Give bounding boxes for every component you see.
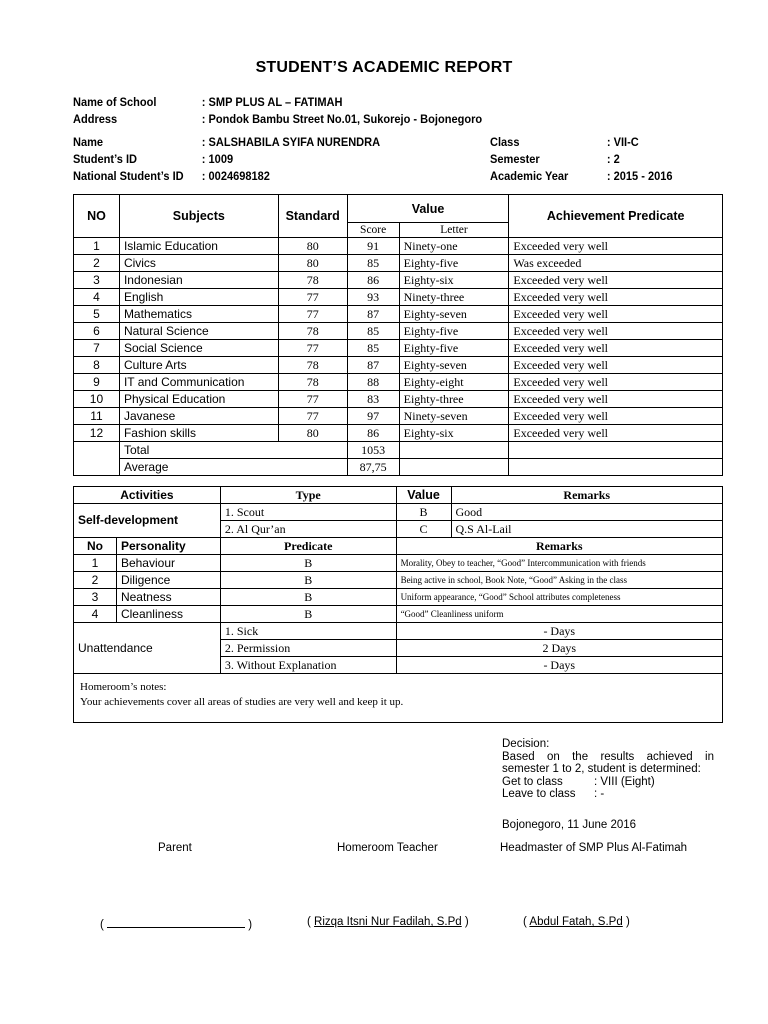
leave-to-class-label: Leave to class	[502, 788, 576, 800]
total-letter-empty	[399, 442, 509, 459]
attendance-type: 2. Permission	[220, 640, 396, 657]
grade-score: 83	[347, 391, 399, 408]
grades-header-row	[74, 195, 723, 223]
grade-letter: Ninety-one	[399, 238, 509, 255]
unattendance-label: Unattendance	[74, 623, 221, 674]
grade-subject: Social Science	[119, 340, 278, 357]
grade-predicate: Exceeded very well	[509, 391, 723, 408]
grade-score: 91	[347, 238, 399, 255]
personality-name: Neatness	[116, 589, 220, 606]
grade-no: 7	[74, 340, 120, 357]
grade-no: 6	[74, 323, 120, 340]
self-development-label: Self-development	[74, 504, 221, 538]
average-predicate-empty	[509, 459, 723, 476]
grade-letter: Eighty-five	[399, 323, 509, 340]
grade-score: 85	[347, 323, 399, 340]
grade-predicate: Exceeded very well	[509, 425, 723, 442]
average-spacer	[74, 459, 120, 476]
header-achievement-predicate: Achievement Predicate	[509, 195, 723, 238]
school-info	[73, 94, 482, 128]
grade-predicate: Exceeded very well	[509, 374, 723, 391]
personality-remarks: Morality, Obey to teacher, “Good” Intercommunication with friends	[396, 555, 722, 572]
grade-letter: Ninety-three	[399, 289, 509, 306]
grade-no: 11	[74, 408, 120, 425]
personality-name: Behaviour	[116, 555, 220, 572]
grade-standard: 80	[278, 255, 347, 272]
homeroom-notes	[74, 674, 723, 723]
grade-subject: English	[119, 289, 278, 306]
grade-row	[74, 238, 723, 255]
grade-predicate: Exceeded very well	[509, 323, 723, 340]
personality-remarks: Being active in school, Book Note, “Good” Asking in the class	[396, 572, 722, 589]
grade-subject: Culture Arts	[119, 357, 278, 374]
academic-year-label: Academic Year	[490, 169, 569, 183]
headmaster-name: Abdul Fatah, S.Pd	[529, 916, 623, 928]
personality-no: 3	[74, 589, 117, 606]
total-predicate-empty	[509, 442, 723, 459]
grade-row	[74, 391, 723, 408]
grade-row	[74, 255, 723, 272]
class-value: : VII-C	[606, 135, 639, 149]
grade-subject: Civics	[119, 255, 278, 272]
personality-row	[74, 606, 723, 623]
header-personality-remarks: Remarks	[396, 538, 722, 555]
grade-no: 2	[74, 255, 120, 272]
personality-no: 4	[74, 606, 117, 623]
activity-value: B	[396, 504, 451, 521]
grade-standard: 78	[278, 272, 347, 289]
grade-row	[74, 425, 723, 442]
grade-no: 8	[74, 357, 120, 374]
grade-score: 88	[347, 374, 399, 391]
student-id-value: : 1009	[201, 152, 234, 166]
parent-signature	[100, 916, 252, 931]
report-title: STUDENT’S ACADEMIC REPORT	[255, 59, 513, 76]
grade-standard: 77	[278, 391, 347, 408]
teacher-name: Rizqa Itsni Nur Fadilah, S.Pd	[314, 916, 462, 928]
header-letter: Letter	[399, 223, 509, 238]
grade-row	[74, 340, 723, 357]
grade-predicate: Exceeded very well	[509, 408, 723, 425]
average-row	[74, 459, 723, 476]
get-to-class-value: : VIII (Eight)	[594, 775, 655, 788]
personality-no: 2	[74, 572, 117, 589]
grade-score: 85	[347, 340, 399, 357]
notes-label: Homeroom’s notes:	[80, 681, 167, 693]
grade-subject: Islamic Education	[119, 238, 278, 255]
activity-type: 1. Scout	[220, 504, 396, 521]
student-name-value: : SALSHABILA SYIFA NURENDRA	[201, 135, 381, 149]
grade-row	[74, 374, 723, 391]
student-id-label: Student’s ID	[73, 152, 137, 166]
class-info	[490, 134, 673, 185]
school-address-label: Address	[73, 112, 118, 126]
average-letter-empty	[399, 459, 509, 476]
grade-score: 86	[347, 272, 399, 289]
average-value: 87,75	[347, 459, 399, 476]
school-name-value: : SMP PLUS AL – FATIMAH	[201, 95, 343, 109]
decision-line-1: Based on the results achieved in	[502, 750, 714, 763]
grade-standard: 77	[278, 306, 347, 323]
student-info	[73, 134, 380, 185]
notes-text: Your achievements cover all areas of studies are very well and keep it up.	[80, 696, 404, 708]
header-no: NO	[74, 195, 120, 238]
open-paren: (	[100, 919, 104, 931]
personality-name: Cleanliness	[116, 606, 220, 623]
grades-body	[74, 238, 723, 442]
total-row	[74, 442, 723, 459]
activities-header-row	[74, 487, 723, 504]
grade-standard: 77	[278, 408, 347, 425]
grade-subject: Indonesian	[119, 272, 278, 289]
teacher-signature	[307, 916, 469, 928]
personality-predicate: B	[220, 555, 396, 572]
grade-score: 93	[347, 289, 399, 306]
average-label: Average	[119, 459, 347, 476]
homeroom-notes-row	[74, 674, 723, 723]
header-value: Value	[347, 195, 509, 223]
header-type: Type	[220, 487, 396, 504]
grade-predicate: Exceeded very well	[509, 340, 723, 357]
grade-no: 12	[74, 425, 120, 442]
activity-remarks: Good	[451, 504, 722, 521]
grade-letter: Eighty-five	[399, 255, 509, 272]
grade-letter: Eighty-five	[399, 340, 509, 357]
grade-predicate: Was exceeded	[509, 255, 723, 272]
attendance-days: - Days	[396, 623, 722, 640]
grade-predicate: Exceeded very well	[509, 289, 723, 306]
close-paren: )	[625, 916, 630, 928]
attendance-type: 3. Without Explanation	[220, 657, 396, 674]
get-to-class-label: Get to class	[502, 775, 563, 788]
leave-to-class-value: : -	[594, 788, 605, 800]
grade-no: 1	[74, 238, 120, 255]
grade-letter: Eighty-three	[399, 391, 509, 408]
personality-predicate: B	[220, 606, 396, 623]
grades-table	[73, 194, 723, 476]
close-paren: )	[464, 916, 469, 928]
personality-row	[74, 589, 723, 606]
personality-no: 1	[74, 555, 117, 572]
grade-standard: 80	[278, 425, 347, 442]
personality-predicate: B	[220, 572, 396, 589]
decision-label: Decision:	[502, 738, 550, 750]
personality-remarks: Uniform appearance, “Good” School attributes completeness	[396, 589, 722, 606]
personality-predicate: B	[220, 589, 396, 606]
grade-standard: 78	[278, 357, 347, 374]
personality-header-row	[74, 538, 723, 555]
headmaster-label: Headmaster of SMP Plus Al-Fatimah	[500, 842, 688, 854]
personality-remarks: “Good” Cleanliness uniform	[396, 606, 722, 623]
total-value: 1053	[347, 442, 399, 459]
grade-letter: Eighty-seven	[399, 306, 509, 323]
parent-label: Parent	[158, 842, 192, 854]
header-personality: Personality	[116, 538, 220, 555]
total-spacer	[74, 442, 120, 459]
activities-table	[73, 486, 723, 723]
grade-predicate: Exceeded very well	[509, 357, 723, 374]
activity-type: 2. Al Qur’an	[220, 521, 396, 538]
grade-no: 3	[74, 272, 120, 289]
total-label: Total	[119, 442, 347, 459]
header-activities: Activities	[74, 487, 221, 504]
grade-standard: 78	[278, 374, 347, 391]
personality-row	[74, 572, 723, 589]
grade-predicate: Exceeded very well	[509, 306, 723, 323]
header-personality-predicate: Predicate	[220, 538, 396, 555]
grade-no: 4	[74, 289, 120, 306]
grade-predicate: Exceeded very well	[509, 272, 723, 289]
attendance-row	[74, 623, 723, 640]
attendance-type: 1. Sick	[220, 623, 396, 640]
grade-row	[74, 408, 723, 425]
grade-standard: 77	[278, 340, 347, 357]
header-personality-no: No	[74, 538, 117, 555]
signature-blank-line	[107, 916, 245, 928]
class-label: Class	[490, 135, 520, 149]
decision-block	[502, 738, 714, 801]
homeroom-teacher-label: Homeroom Teacher	[337, 842, 438, 854]
grade-predicate: Exceeded very well	[509, 238, 723, 255]
grade-subject: Natural Science	[119, 323, 278, 340]
grade-no: 10	[74, 391, 120, 408]
header-standard: Standard	[278, 195, 347, 238]
grade-subject: IT and Communication	[119, 374, 278, 391]
personality-row	[74, 555, 723, 572]
open-paren: (	[523, 916, 527, 928]
grade-letter: Eighty-seven	[399, 357, 509, 374]
grade-no: 5	[74, 306, 120, 323]
header-activity-value: Value	[396, 487, 451, 504]
grade-row	[74, 272, 723, 289]
grade-score: 85	[347, 255, 399, 272]
grade-score: 87	[347, 306, 399, 323]
grade-subject: Physical Education	[119, 391, 278, 408]
open-paren: (	[307, 916, 311, 928]
headmaster-signature	[523, 916, 630, 928]
grade-standard: 80	[278, 238, 347, 255]
grade-row	[74, 357, 723, 374]
grade-standard: 77	[278, 289, 347, 306]
grade-letter: Ninety-seven	[399, 408, 509, 425]
activity-remarks: Q.S Al-Lail	[451, 521, 722, 538]
activity-row	[74, 504, 723, 521]
grade-letter: Eighty-six	[399, 425, 509, 442]
grade-no: 9	[74, 374, 120, 391]
school-address-value: : Pondok Bambu Street No.01, Sukorejo - Bojonegoro	[201, 112, 483, 126]
academic-year-value: : 2015 - 2016	[606, 169, 673, 183]
grade-letter: Eighty-eight	[399, 374, 509, 391]
student-name-label: Name	[73, 135, 104, 149]
attendance-days: - Days	[396, 657, 722, 674]
national-id-value: : 0024698182	[201, 169, 270, 183]
national-id-label: National Student’s ID	[73, 169, 184, 183]
semester-value: : 2	[606, 152, 620, 166]
grade-row	[74, 289, 723, 306]
semester-label: Semester	[490, 152, 540, 166]
school-name-label: Name of School	[73, 95, 157, 109]
close-paren: )	[248, 919, 253, 931]
header-activity-remarks: Remarks	[451, 487, 722, 504]
personality-name: Diligence	[116, 572, 220, 589]
grade-score: 97	[347, 408, 399, 425]
header-score: Score	[347, 223, 399, 238]
place-date: Bojonegoro, 11 June 2016	[502, 819, 637, 831]
grade-score: 86	[347, 425, 399, 442]
grade-row	[74, 323, 723, 340]
grade-standard: 78	[278, 323, 347, 340]
grade-letter: Eighty-six	[399, 272, 509, 289]
header-subjects: Subjects	[119, 195, 278, 238]
attendance-days: 2 Days	[396, 640, 722, 657]
grade-subject: Fashion skills	[119, 425, 278, 442]
activity-value: C	[396, 521, 451, 538]
decision-line-2: semester 1 to 2, student is determined:	[502, 763, 701, 775]
grade-score: 87	[347, 357, 399, 374]
grade-row	[74, 306, 723, 323]
grade-subject: Mathematics	[119, 306, 278, 323]
grade-subject: Javanese	[119, 408, 278, 425]
